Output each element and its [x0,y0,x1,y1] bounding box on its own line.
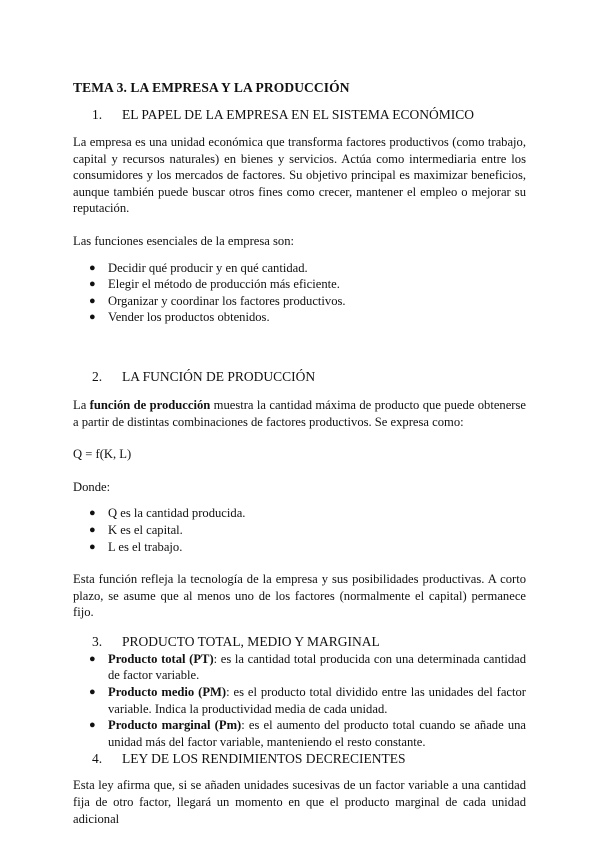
section-1-intro: La empresa es una unidad económica que transforma factores productivos (como trabajo, capital y recursos naturales) en bienes y servicios. Actúa como intermediaria entre los consumidores y los mercados de factores. Su objetivo principal es maximizar beneficios, aunque también puede buscar otros fines como crecer, mantener el empleo o mejorar su reputación. [73,135,526,216]
section-2-closing: Esta función refleja la tecnología de la empresa y sus posibilidades productivas. A corto plazo, se asume que al menos uno de los factores (normalmente el capital) permanece fijo. [73,572,526,620]
bullet-icon: ● [89,686,96,699]
variables-list [73,505,526,555]
list-item: ● Producto medio (PM): es el producto total dividido entre las unidades del factor variable. Indica la productividad media de cada unidad. [89,685,526,716]
functions-list [73,260,526,326]
section-1-number: 1. [92,107,103,122]
list-item: ● Elegir el método de producción más eficiente. [89,277,340,292]
bullet-icon: ● [89,507,96,520]
list-item: ● Producto marginal (Pm): es el aumento del producto total cuando se añade una unidad más del factor variable, manteniendo el resto constante. [89,718,527,749]
document-title: TEMA 3. LA EMPRESA Y LA PRODUCCIÓN [73,80,350,95]
list-item: ● K es el capital. [89,522,183,537]
where-label: Donde: [73,479,111,494]
bullet-icon: ● [89,540,96,553]
key-term: Producto medio (PM) [108,685,227,700]
key-term: Producto marginal (Pm) [108,718,242,733]
bullet-icon: ● [89,311,96,324]
list-item: ● Decidir qué producir y en qué cantidad. [89,260,308,275]
bullet-icon: ● [89,294,96,307]
bullet-icon: ● [89,261,96,274]
list-item: ● Vender los productos obtenidos. [89,310,270,325]
bullet-icon: ● [89,523,96,536]
bullet-icon: ● [89,278,96,291]
section-3-number: 3. [92,633,103,649]
key-term: Producto total (PT) [108,651,214,666]
section-3-title: PRODUCTO TOTAL, MEDIO Y MARGINAL [122,633,380,649]
products-list [73,651,526,751]
section-2-heading [73,369,526,385]
section-2-intro: La función de producción muestra la cantidad máxima de producto que puede obtenerse a partir de distintas combinaciones de factores productivos. Se expresa como: [73,397,526,429]
section-1-heading [73,107,526,123]
bullet-icon: ● [89,719,96,732]
bullet-icon: ● [89,652,96,665]
functions-lead: Las funciones esenciales de la empresa son: [73,233,295,248]
section-1-title: EL PAPEL DE LA EMPRESA EN EL SISTEMA ECONÓMICO [122,107,475,122]
key-term: función de producción [89,397,211,412]
list-item: ● Producto total (PT): es la cantidad total producida con una determinada cantidad de factor variable. [89,651,526,683]
section-4-title: LEY DE LOS RENDIMIENTOS DECRECIENTES [122,751,406,767]
list-item: ● Organizar y coordinar los factores productivos. [89,293,346,308]
section-4-intro: Esta ley afirma que, si se añaden unidades sucesivas de un factor variable a una cantidad fija de otro factor, llegará un momento en que el producto marginal de cada unidad adicional [73,778,526,826]
section-4-number: 4. [92,751,103,767]
section-3-heading [73,634,526,650]
section-2-title: LA FUNCIÓN DE PRODUCCIÓN [122,368,316,384]
production-formula: Q = f(K, L) [73,447,132,462]
section-2-number: 2. [92,368,103,384]
list-item: ● Q es la cantidad producida. [89,506,246,521]
list-item: ● L es el trabajo. [89,539,183,554]
section-4-heading [73,751,526,767]
